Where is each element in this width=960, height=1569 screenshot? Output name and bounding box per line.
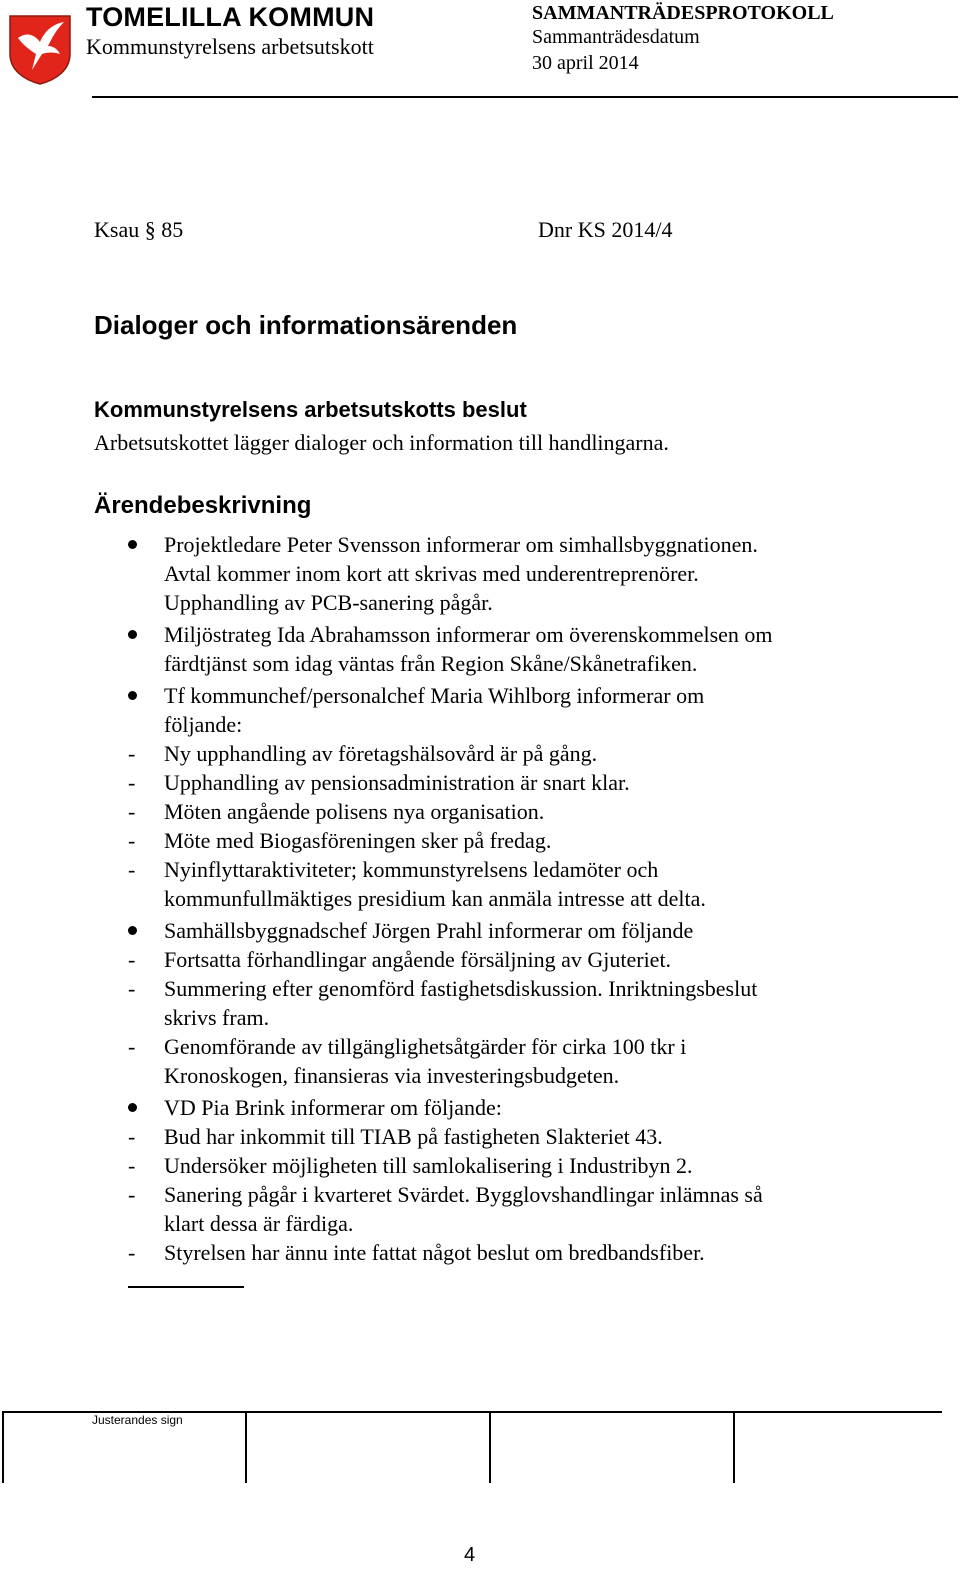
list-item-text: Möte med Biogasföreningen sker på fredag. (164, 828, 552, 853)
meeting-date-value: 30 april 2014 (532, 52, 639, 74)
list-item-text: Upphandling av pensionsadministration är snart klar. (164, 770, 630, 795)
signature-cell (245, 1413, 247, 1483)
decision-heading: Kommunstyrelsens arbetsutskotts beslut (94, 397, 527, 422)
header-divider (92, 96, 958, 98)
signature-cell (489, 1413, 491, 1483)
list-item-text: Bud har inkommit till TIAB på fastigheten Slakteriet 43. (164, 1124, 663, 1149)
bullet-icon (128, 630, 137, 639)
list-item-text: Ny upphandling av företagshälsovård är på gång. (164, 741, 598, 766)
bullet-icon (128, 691, 137, 700)
list-item-text: Projektledare Peter Svensson informerar om simhallsbyggnationen. (164, 532, 758, 557)
list-item-text: Fortsatta förhandlingar angående försäljning av Gjuteriet. (164, 947, 672, 972)
list-item-text: följande: (164, 712, 243, 737)
list-item-text: Miljöstrateg Ida Abrahamsson informerar om överenskommelsen om (164, 622, 773, 647)
list-item-text: Möten angående polisens nya organisation. (164, 799, 545, 824)
dash-marker: - (128, 1153, 136, 1178)
dash-marker: - (128, 1182, 136, 1207)
organization-unit: Kommunstyrelsens arbetsutskott (86, 34, 374, 59)
dash-marker: - (128, 1240, 136, 1265)
list-item-text: Styrelsen har ännu inte fattat något beslut om bredbandsfiber. (164, 1240, 705, 1265)
dash-marker: - (128, 799, 136, 824)
decision-text: Arbetsutskottet lägger dialoger och information till handlingarna. (94, 430, 669, 455)
case-registration-number: Dnr KS 2014/4 (538, 217, 673, 242)
dash-marker: - (128, 976, 136, 1001)
bullet-icon (128, 1103, 137, 1112)
list-item-text: kommunfullmäktiges presidium kan anmäla intresse att delta. (164, 886, 706, 911)
signature-label: Justerandes sign (92, 1413, 183, 1427)
meeting-date-label: Sammanträdesdatum (532, 26, 700, 48)
dash-marker: - (128, 1034, 136, 1059)
list-item-text: Kronoskogen, finansieras via investeringsbudgeten. (164, 1063, 620, 1088)
bullet-icon (128, 540, 137, 549)
dash-marker: - (128, 741, 136, 766)
list-item-text: klart dessa är färdiga. (164, 1211, 354, 1236)
dash-marker: - (128, 947, 136, 972)
list-item-text: Samhällsbyggnadschef Jörgen Prahl informerar om följande (164, 918, 694, 943)
bullet-icon (128, 926, 137, 935)
list-item-text: Genomförande av tillgänglighetsåtgärder för cirka 100 tkr i (164, 1034, 687, 1059)
coat-of-arms-logo (8, 14, 72, 86)
dash-marker: - (128, 1124, 136, 1149)
list-item-text: VD Pia Brink informerar om följande: (164, 1095, 502, 1120)
dash-marker: - (128, 828, 136, 853)
list-item-text: skrivs fram. (164, 1005, 270, 1030)
document-type: SAMMANTRÄDESPROTOKOLL (532, 2, 834, 24)
signature-cell (2, 1413, 4, 1483)
list-item-text: Upphandling av PCB-sanering pågår. (164, 590, 493, 615)
list-item-text: Nyinflyttaraktiviteter; kommunstyrelsens ledamöter och (164, 857, 659, 882)
page-title: Dialoger och informationsärenden (94, 310, 518, 340)
organization-name: TOMELILLA KOMMUN (86, 2, 375, 32)
list-item-text: Undersöker möjligheten till samlokalisering i Industribyn 2. (164, 1153, 693, 1178)
end-of-section-rule (128, 1286, 244, 1288)
list-item-text: Tf kommunchef/personalchef Maria Wihlborg informerar om (164, 683, 705, 708)
list-item-text: Avtal kommer inom kort att skrivas med underentreprenörer. (164, 561, 699, 586)
description-heading: Ärendebeskrivning (94, 492, 312, 519)
page-number: 4 (464, 1544, 476, 1566)
dash-marker: - (128, 770, 136, 795)
case-paragraph-number: Ksau § 85 (94, 217, 184, 242)
dash-marker: - (128, 857, 136, 882)
signature-cell (733, 1413, 735, 1483)
list-item-text: färdtjänst som idag väntas från Region Skåne/Skånetrafiken. (164, 651, 698, 676)
list-item-text: Summering efter genomförd fastighetsdiskussion. Inriktningsbeslut (164, 976, 758, 1001)
list-item-text: Sanering pågår i kvarteret Svärdet. Bygglovshandlingar inlämnas så (164, 1182, 763, 1207)
